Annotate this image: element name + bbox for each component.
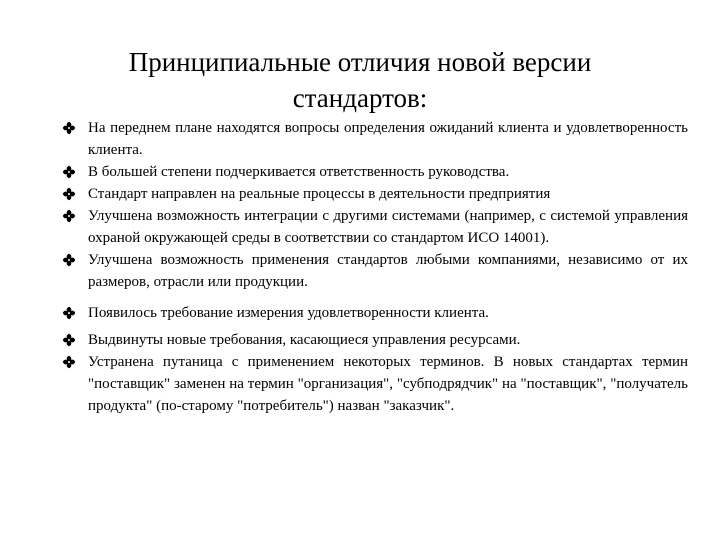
four-leaf-bullet-icon (62, 165, 76, 179)
four-leaf-bullet-icon (62, 355, 76, 369)
bullet-list (62, 117, 688, 417)
list-item-text: Стандарт направлен на реальные процессы в деятельности предприятия (88, 186, 551, 202)
list-item-text: Устранена путаница с применением некоторых терминов. В новых стандартах термин "поставщик" заменен на термин "организация", "субподрядчик" на "поставщик", "получатель продукта" (по-старому "потребитель") назван "заказчик". (88, 354, 688, 414)
slide-title (80, 44, 640, 116)
four-leaf-bullet-icon (62, 333, 76, 347)
list-item (62, 329, 688, 351)
list-item (62, 161, 688, 183)
slide-title-line-2: стандартов: (292, 83, 428, 113)
slide-title-line-1: Принципиальные отличия новой версии (128, 47, 592, 77)
list-item-text: На переднем плане находятся вопросы определения ожиданий клиента и удовлетворенность клиента. (88, 120, 688, 158)
list-item (62, 351, 688, 417)
list-item (62, 302, 688, 324)
list-item (62, 183, 688, 205)
list-item (62, 249, 688, 293)
list-item-text: Выдвинуты новые требования, касающиеся управления ресурсами. (88, 332, 521, 348)
list-item-text: В большей степени подчеркивается ответственность руководства. (88, 164, 510, 180)
four-leaf-bullet-icon (62, 306, 76, 320)
list-item (62, 205, 688, 249)
list-item-text: Улучшена возможность интеграции с другими системами (например, с системой управления охраной окружающей среды в соответствии со стандартом ИСО 14001). (88, 208, 688, 246)
four-leaf-bullet-icon (62, 209, 76, 223)
four-leaf-bullet-icon (62, 253, 76, 267)
list-item-text: Появилось требование измерения удовлетворенности клиента. (88, 305, 489, 321)
four-leaf-bullet-icon (62, 187, 76, 201)
four-leaf-bullet-icon (62, 121, 76, 135)
list-item-text: Улучшена возможность применения стандартов любыми компаниями, независимо от их размеров, отрасли или продукции. (88, 252, 688, 290)
list-item (62, 117, 688, 161)
